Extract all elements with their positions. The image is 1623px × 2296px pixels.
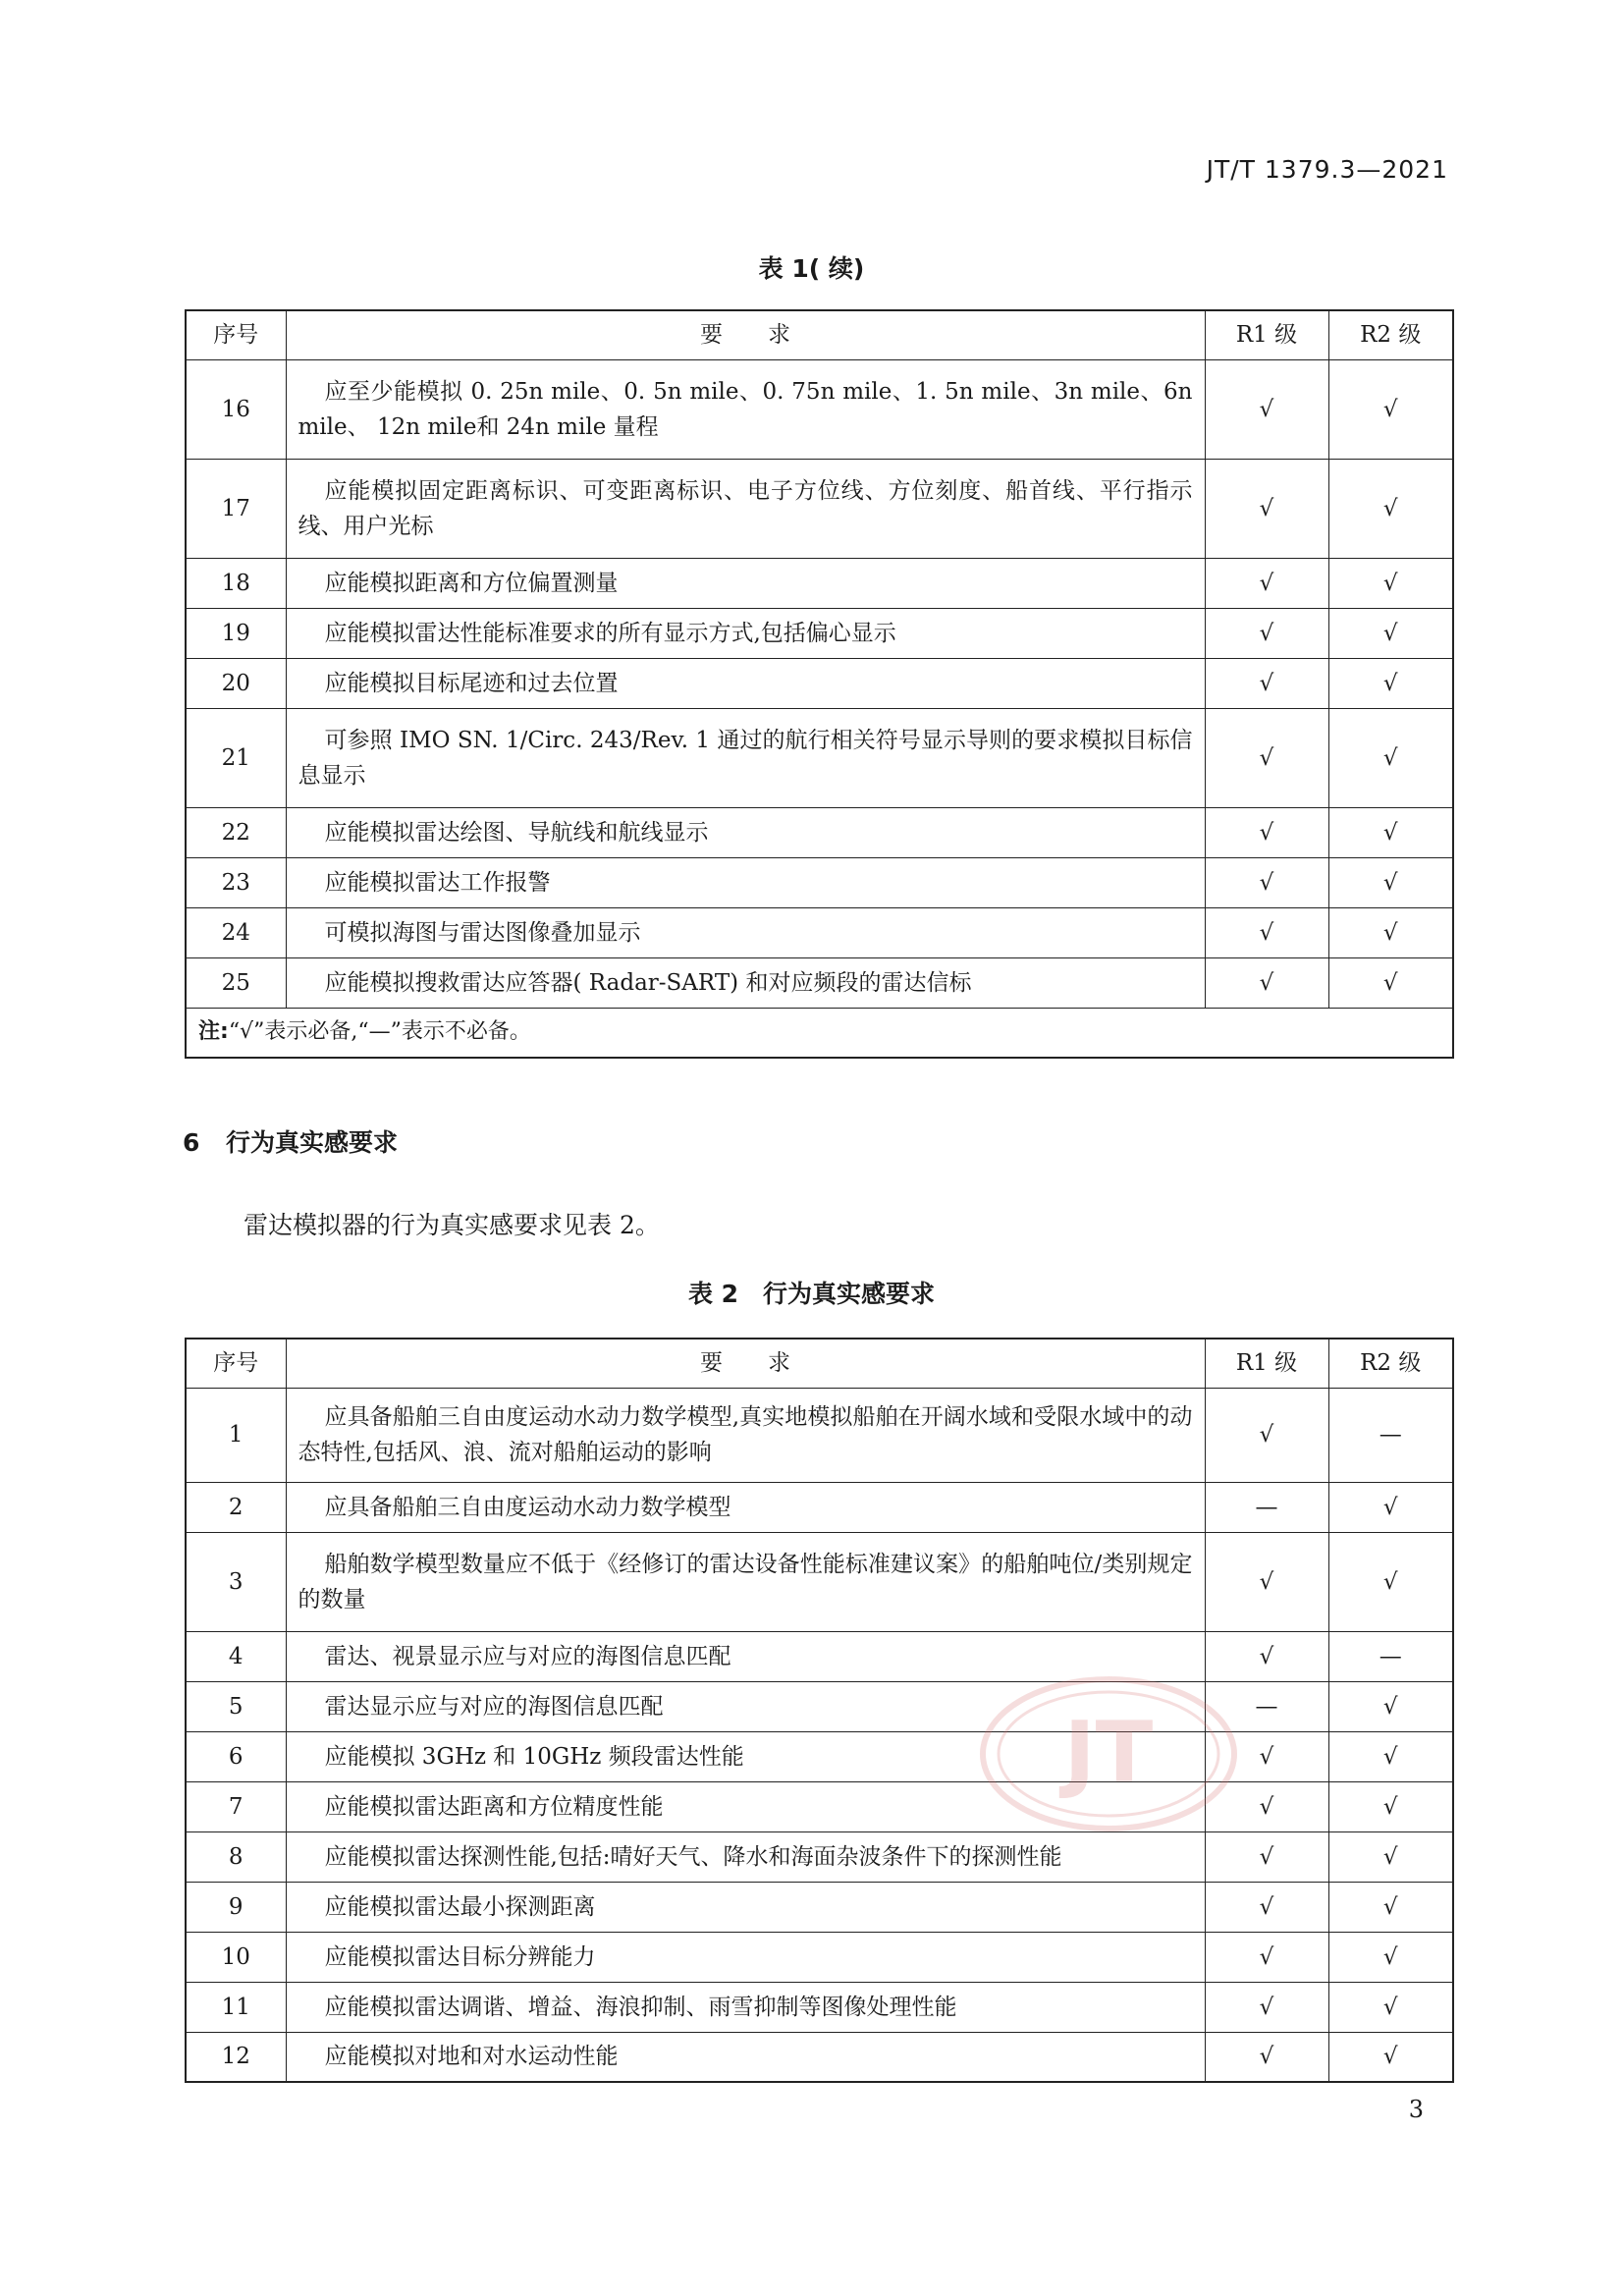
r1-mark: √ — [1205, 608, 1328, 658]
requirement-text: 应具备船舶三自由度运动水动力数学模型,真实地模拟船舶在开阔水域和受限水域中的动态特性,包括风、浪、流对船舶运动的影响 — [286, 1388, 1205, 1482]
table-row — [186, 1882, 1453, 1932]
r1-mark: √ — [1205, 1388, 1328, 1482]
note-text: “√”表示必备,“—”表示不必备。 — [228, 1019, 531, 1045]
r2-mark: √ — [1328, 1482, 1453, 1532]
table-row — [186, 608, 1453, 658]
r1-mark: √ — [1205, 708, 1328, 807]
requirement-text: 应能模拟雷达工作报警 — [286, 857, 1205, 907]
r2-mark: — — [1328, 1631, 1453, 1681]
r1-mark: √ — [1205, 359, 1328, 459]
table-row — [186, 1731, 1453, 1781]
table-row — [186, 1781, 1453, 1831]
table-row — [186, 807, 1453, 857]
r2-mark: √ — [1328, 459, 1453, 558]
row-number: 16 — [186, 359, 286, 459]
r1-mark: — — [1205, 1482, 1328, 1532]
seal-text: JT — [1063, 1704, 1154, 1802]
table1-caption: 表 1( 续) — [758, 254, 865, 283]
row-number: 1 — [186, 1388, 286, 1482]
section-title: 行为真实感要求 — [226, 1128, 399, 1157]
standard-code: JT/T 1379.3—2021 — [1206, 155, 1448, 184]
r1-mark: √ — [1205, 957, 1328, 1008]
row-number: 19 — [186, 608, 286, 658]
r2-mark: √ — [1328, 807, 1453, 857]
r1-mark: √ — [1205, 807, 1328, 857]
row-number: 25 — [186, 957, 286, 1008]
table-row — [186, 1532, 1453, 1631]
requirement-text: 应能模拟雷达距离和方位精度性能 — [286, 1781, 1205, 1831]
r2-mark: √ — [1328, 708, 1453, 807]
requirement-text: 应能模拟雷达调谐、增益、海浪抑制、雨雪抑制等图像处理性能 — [286, 1982, 1205, 2032]
r2-mark: √ — [1328, 857, 1453, 907]
r2-mark: √ — [1328, 1831, 1453, 1882]
requirement-text: 应能模拟雷达目标分辨能力 — [286, 1932, 1205, 1982]
r1-mark: √ — [1205, 1982, 1328, 2032]
column-header-requirement: 要 求 — [286, 1339, 1205, 1388]
table2-caption: 表 2 行为真实感要求 — [687, 1280, 936, 1308]
table-row — [186, 359, 1453, 459]
row-number: 24 — [186, 907, 286, 957]
r2-mark: √ — [1328, 1781, 1453, 1831]
r2-mark: √ — [1328, 1932, 1453, 1982]
r2-mark: √ — [1328, 1982, 1453, 2032]
r2-mark: — — [1328, 1388, 1453, 1482]
requirements-table-1 — [185, 309, 1454, 1059]
requirement-text: 应能模拟距离和方位偏置测量 — [286, 558, 1205, 608]
r2-mark: √ — [1328, 1731, 1453, 1781]
requirement-text: 应能模拟雷达性能标准要求的所有显示方式,包括偏心显示 — [286, 608, 1205, 658]
r1-mark: √ — [1205, 1731, 1328, 1781]
column-header-r2: R2 级 — [1328, 1339, 1453, 1388]
row-number: 2 — [186, 1482, 286, 1532]
row-number: 10 — [186, 1932, 286, 1982]
r1-mark: √ — [1205, 1781, 1328, 1831]
requirement-text: 应能模拟搜救雷达应答器( Radar-SART) 和对应频段的雷达信标 — [286, 957, 1205, 1008]
r2-mark: √ — [1328, 1882, 1453, 1932]
table-row — [186, 857, 1453, 907]
requirement-text: 雷达显示应与对应的海图信息匹配 — [286, 1681, 1205, 1731]
r2-mark: √ — [1328, 558, 1453, 608]
r1-mark: — — [1205, 1681, 1328, 1731]
r1-mark: √ — [1205, 907, 1328, 957]
table-row — [186, 957, 1453, 1008]
requirement-text: 可参照 IMO SN. 1/Circ. 243/Rev. 1 通过的航行相关符号显示导则的要求模拟目标信息显示 — [286, 708, 1205, 807]
r1-mark: √ — [1205, 1932, 1328, 1982]
r1-mark: √ — [1205, 857, 1328, 907]
r2-mark: √ — [1328, 1681, 1453, 1731]
row-number: 18 — [186, 558, 286, 608]
requirement-text: 应能模拟对地和对水运动性能 — [286, 2032, 1205, 2082]
table-row — [186, 907, 1453, 957]
table-row — [186, 1681, 1453, 1731]
row-number: 4 — [186, 1631, 286, 1681]
row-number: 12 — [186, 2032, 286, 2082]
row-number: 23 — [186, 857, 286, 907]
r1-mark: √ — [1205, 459, 1328, 558]
r1-mark: √ — [1205, 558, 1328, 608]
row-number: 7 — [186, 1781, 286, 1831]
row-number: 11 — [186, 1982, 286, 2032]
table-row — [186, 1932, 1453, 1982]
r1-mark: √ — [1205, 2032, 1328, 2082]
requirement-text: 应具备船舶三自由度运动水动力数学模型 — [286, 1482, 1205, 1532]
r2-mark: √ — [1328, 658, 1453, 708]
requirement-text: 应能模拟雷达最小探测距离 — [286, 1882, 1205, 1932]
r1-mark: √ — [1205, 1882, 1328, 1932]
r2-mark: √ — [1328, 608, 1453, 658]
row-number: 9 — [186, 1882, 286, 1932]
column-header-r2: R2 级 — [1328, 310, 1453, 359]
table-row — [186, 2032, 1453, 2082]
section-heading — [183, 1123, 398, 1159]
table-note — [186, 1008, 1453, 1058]
row-number: 21 — [186, 708, 286, 807]
r1-mark: √ — [1205, 1631, 1328, 1681]
row-number: 22 — [186, 807, 286, 857]
requirement-text: 船舶数学模型数量应不低于《经修订的雷达设备性能标准建议案》的船舶吨位/类别规定的数量 — [286, 1532, 1205, 1631]
r1-mark: √ — [1205, 1831, 1328, 1882]
requirement-text: 应能模拟固定距离标识、可变距离标识、电子方位线、方位刻度、船首线、平行指示线、用户光标 — [286, 459, 1205, 558]
table-row — [186, 459, 1453, 558]
column-header-r1: R1 级 — [1205, 1339, 1328, 1388]
table-row — [186, 1631, 1453, 1681]
note-label: 注: — [198, 1019, 229, 1045]
requirement-text: 应能模拟 3GHz 和 10GHz 频段雷达性能 — [286, 1731, 1205, 1781]
r2-mark: √ — [1328, 907, 1453, 957]
r2-mark: √ — [1328, 957, 1453, 1008]
row-number: 20 — [186, 658, 286, 708]
table-row — [186, 708, 1453, 807]
row-number: 3 — [186, 1532, 286, 1631]
r1-mark: √ — [1205, 658, 1328, 708]
requirement-text: 可模拟海图与雷达图像叠加显示 — [286, 907, 1205, 957]
requirement-text: 应至少能模拟 0. 25n mile、0. 5n mile、0. 75n mile、1. 5n mile、3n mile、6n mile、 12n mile和 24n mile 量程 — [286, 359, 1205, 459]
r1-mark: √ — [1205, 1532, 1328, 1631]
row-number: 17 — [186, 459, 286, 558]
column-header-number: 序号 — [186, 1339, 286, 1388]
page-number: 3 — [1408, 2096, 1424, 2123]
requirement-text: 应能模拟雷达探测性能,包括:晴好天气、降水和海面杂波条件下的探测性能 — [286, 1831, 1205, 1882]
section-paragraph: 雷达模拟器的行为真实感要求见表 2。 — [243, 1211, 660, 1239]
requirement-text: 雷达、视景显示应与对应的海图信息匹配 — [286, 1631, 1205, 1681]
r2-mark: √ — [1328, 1532, 1453, 1631]
table-row — [186, 1388, 1453, 1482]
requirement-text: 应能模拟目标尾迹和过去位置 — [286, 658, 1205, 708]
table-row — [186, 1831, 1453, 1882]
table-row — [186, 1982, 1453, 2032]
requirement-text: 应能模拟雷达绘图、导航线和航线显示 — [286, 807, 1205, 857]
column-header-r1: R1 级 — [1205, 310, 1328, 359]
requirements-table-2 — [185, 1338, 1454, 2083]
section-number: 6 — [183, 1128, 200, 1157]
column-header-number: 序号 — [186, 310, 286, 359]
column-header-requirement: 要 求 — [286, 310, 1205, 359]
row-number: 5 — [186, 1681, 286, 1731]
r2-mark: √ — [1328, 2032, 1453, 2082]
table-row — [186, 1482, 1453, 1532]
table-row — [186, 558, 1453, 608]
row-number: 6 — [186, 1731, 286, 1781]
table-row — [186, 658, 1453, 708]
jt-seal-watermark — [977, 1673, 1240, 1834]
row-number: 8 — [186, 1831, 286, 1882]
r2-mark: √ — [1328, 359, 1453, 459]
